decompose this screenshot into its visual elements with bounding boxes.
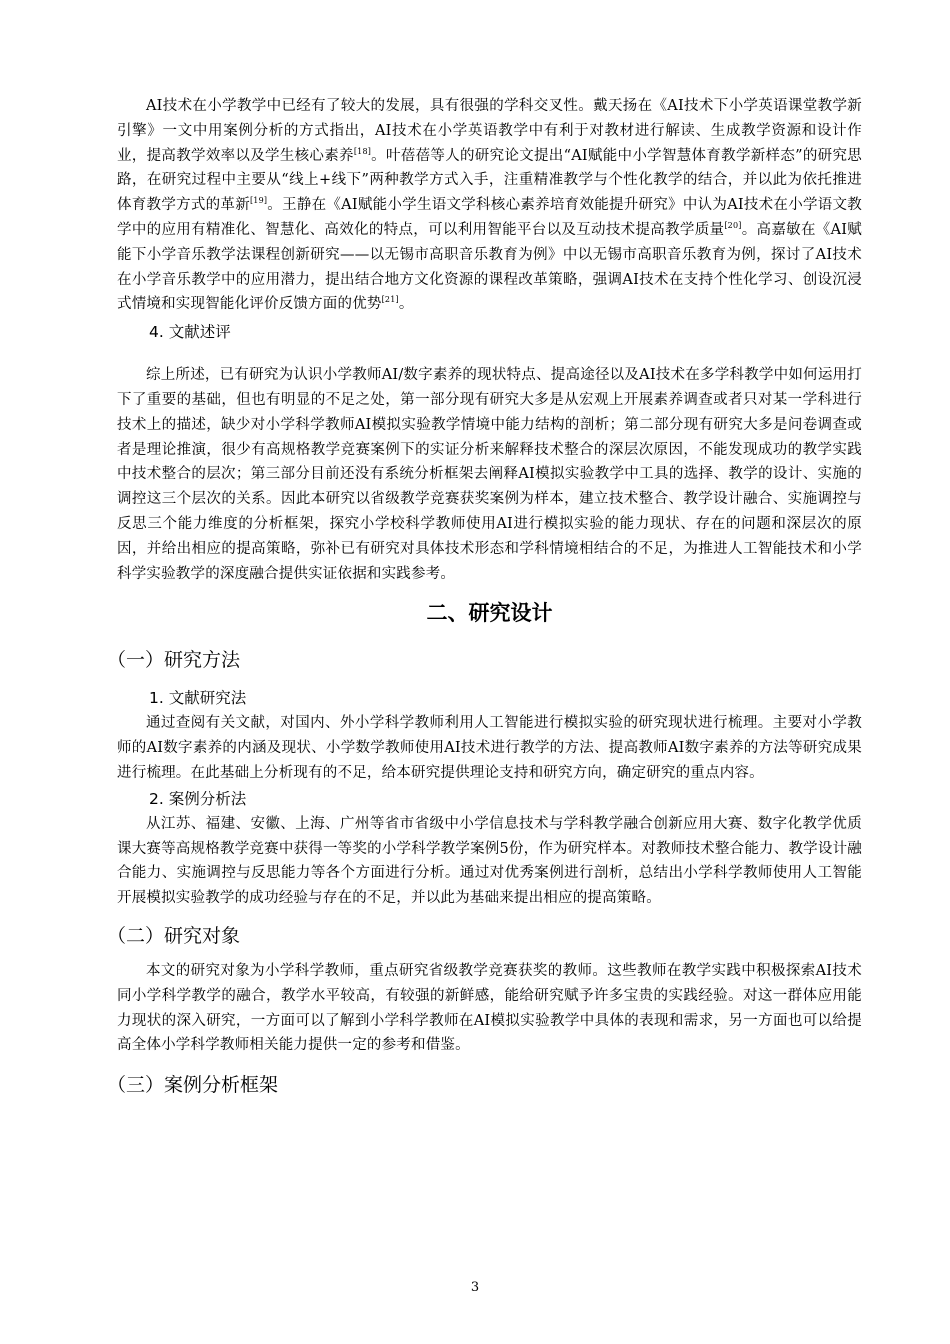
subheading-literature-method: 1. 文献研究法 [149, 689, 247, 708]
paragraph-case-analysis-method: 从江苏、福建、安徽、上海、广州等省市省级中小学信息技术与学科教学融合创新应用大赛、数字化教学优质课大赛等高规格教学竞赛中获得一等奖的小学科学教学案例5份，作为研究样本。对教师技术整合能力、教学设计融合能力、实施调控与反思能力等各个方面进行分析。通过对优秀案例进行剖析，总结出小学科学教师使用人工智能开展模拟实验教学的成功经验与存在的不足，并以此为基础来提出相应的提高策略。 [117, 815, 862, 907]
page-body [107, 94, 863, 1100]
section-heading-research-subjects: （二）研究对象 [107, 924, 241, 947]
paragraph-text: 。叶蓓蓓等人的研究论文提出“AI赋能中小学智慧体育教学新样态”的研究思路，在研究过程中主要从“线上+线下”两种教学方式入手，注重精准教学与个性化教学的结合，并以此为依托推进体育教学方式的革新 [117, 147, 862, 214]
section-heading-research-methods: （一）研究方法 [107, 649, 241, 672]
page-number: 3 [470, 1280, 480, 1295]
paragraph-research-subjects: 本文的研究对象为小学科学教师，重点研究省级教学竞赛获奖的教师。这些教师在教学实践中积极探索AI技术同小学科学教学的融合，教学水平较高，有较强的新鲜感，能给研究赋予许多宝贵的实践经验。对这一群体应用能力现状的深入研究，一方面可以了解到小学科学教师在AI模拟实验教学中具体的表现和需求，另一方面也可以给提高全体小学科学教师相关能力提供一定的参考和借鉴。 [117, 962, 862, 1054]
paragraph-text: 。王静在《AI赋能小学生语文学科核心素养培育效能提升研究》中认为AI技术在小学语文教学中的应用有精准化、智慧化、高效化的特点，可以利用智能平台以及互动技术提高教学质量 [117, 197, 862, 238]
paragraph-ai-in-primary-teaching [117, 94, 862, 317]
citation-ref: [21] [381, 295, 399, 305]
paragraph-literature-summary: 综上所述，已有研究为认识小学教师AI/数字素养的现状特点、提高途径以及AI技术在多学科教学中如何运用打下了重要的基础，但也有明显的不足之处，第一部分现有研究大多是从宏观上开展素养调查或者只对某一学科进行技术上的描述，缺少对小学科学教师AI模拟实验教学情境中能力结构的剖析；第二部分现有研究大多是问卷调查或者是理论推演，很少有高规格教学竞赛案例下的实证分析来解释技术整合的深层次原因，不能发现成功的教学实践中技术整合的层次；第三部分目前还没有系统分析框架去阐释AI模拟实验教学中工具的选择、教学的设计、实施的调控这三个层次的关系。因此本研究以省级教学竞赛获奖案例为样本，建立技术整合、教学设计融合、实施调控与反思三个能力维度的分析框架，探究小学校科学教师使用AI进行模拟实验的能力现状、存在的问题和深层次的原因，并给出相应的提高策略，弥补已有研究对具体技术形态和学科情境相结合的不足，为推进人工智能技术和小学科学实验教学的深度融合提供实证依据和实践参考。 [117, 367, 862, 582]
subheading-case-analysis-method: 2. 案例分析法 [149, 789, 247, 808]
citation-ref: [19] [249, 196, 268, 206]
citation-ref: [20] [724, 221, 742, 231]
section-heading-case-analysis-framework: （三）案例分析框架 [107, 1074, 279, 1097]
paragraph-literature-method: 通过查阅有关文献，对国内、外小学科学教师利用人工智能进行模拟实验的研究现状进行梳理。主要对小学教师的AI数字素养的内涵及现状、小学数学教师使用AI技术进行教学的方法、提高教师AI数字素养的方法等研究成果进行梳理。在此基础上分析现有的不足，给本研究提供理论支持和研究方向，确定研究的重点内容。 [117, 715, 862, 781]
citation-ref: [18] [353, 146, 372, 156]
paragraph-text: 。 [398, 296, 414, 313]
heading-literature-review: 4. 文献述评 [149, 323, 231, 342]
paragraph-text: AI技术在小学教学中已经有了较大的发展，具有很强的学科交叉性。戴天扬在《AI技术下小学英语课堂教学新引擎》一文中用案例分析的方式指出，AI技术在小学英语教学中有利于对教材进行解读、生成教学资源和设计作业，提高教学效率以及学生核心素养 [117, 98, 862, 164]
chapter-heading-research-design: 二、研究设计 [426, 601, 553, 626]
paragraph-text: 。高嘉敏在《AI赋能下小学音乐教学法课程创新研究——以无锡市高职音乐教育为例》中以无锡市高职音乐教育为例，探讨了AI技术在小学音乐教学中的应用潜力，提出结合地方文化资源的课程改革策略，强调AI技术在支持个性化学习、创设沉浸式情境和实现智能化评价反馈方面的优势 [117, 221, 863, 313]
